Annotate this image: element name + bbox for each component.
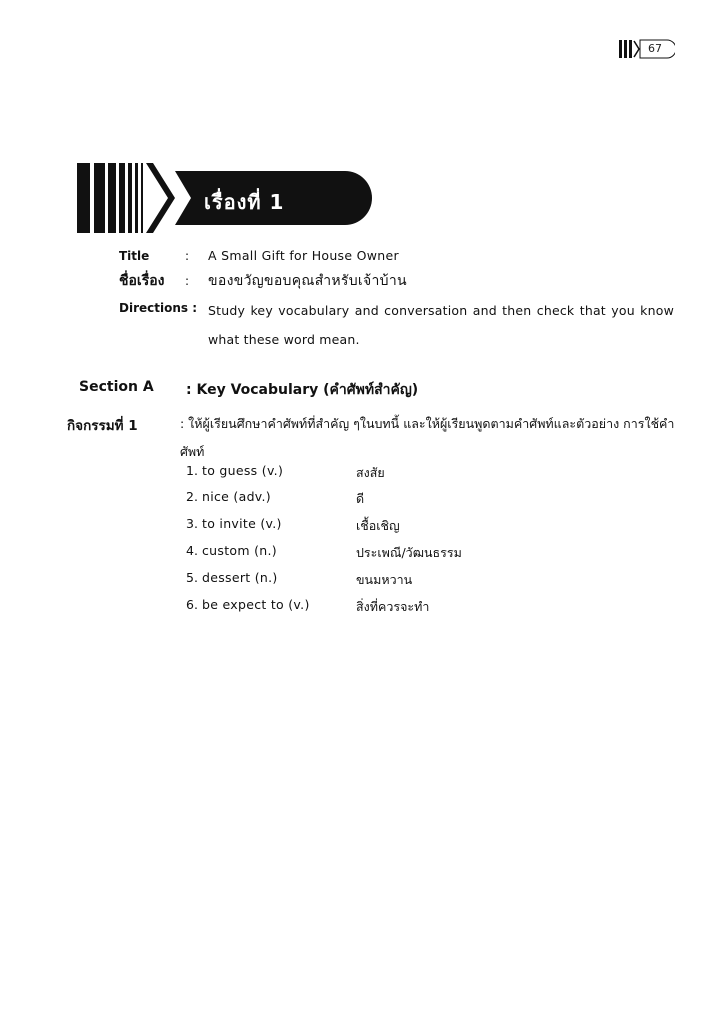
vocab-meaning: สิ่งที่ควรจะทำ <box>356 599 430 614</box>
directions-text: Study key vocabulary and conversation and then check that you know what these word mean. <box>208 303 674 347</box>
vocab-word: to guess (v.) <box>202 463 284 478</box>
activity-instruction: : ให้ผู้เรียนศึกษาคำศัพท์ที่สำคัญ ๆในบทนี้ และให้ผู้เรียนพูดตามคำศัพท์และตัวอย่าง การใช้คำศัพท์ <box>180 416 675 459</box>
vocab-word: be expect to (v.) <box>202 597 310 612</box>
vocab-word: custom (n.) <box>202 543 277 558</box>
thai-title-colon: : <box>185 274 190 288</box>
section-label: Section A <box>79 379 154 395</box>
vocab-item <box>186 543 486 569</box>
vocab-item <box>186 489 486 515</box>
vocab-item <box>186 463 486 489</box>
vocab-number: 6. <box>186 597 198 612</box>
vocab-meaning: เชื้อเชิญ <box>356 518 400 533</box>
vocab-word: nice (adv.) <box>202 489 271 504</box>
vocab-meaning: สงสัย <box>356 465 385 480</box>
vocab-number: 4. <box>186 543 198 558</box>
vocab-meaning: ประเพณี/วัฒนธรรม <box>356 545 462 560</box>
vocab-number: 5. <box>186 570 198 585</box>
thai-title-label: ชื่อเรื่อง <box>119 273 165 289</box>
activity-label: กิจกรรมที่ 1 <box>67 418 138 434</box>
title-value: A Small Gift for House Owner <box>208 248 399 263</box>
vocab-number: 1. <box>186 463 198 478</box>
chapter-title: เรื่องที่ 1 <box>204 190 285 214</box>
section-title: : Key Vocabulary (คำศัพท์สำคัญ) <box>186 382 419 398</box>
directions-label: Directions : <box>119 301 197 315</box>
vocab-meaning: ดี <box>356 491 365 506</box>
vocab-item <box>186 597 486 623</box>
vocab-number: 2. <box>186 489 198 504</box>
page-number: 67 <box>648 42 662 55</box>
vocab-meaning: ขนมหวาน <box>356 572 413 587</box>
vocab-item <box>186 516 486 542</box>
title-label: Title <box>119 249 150 263</box>
page-number-tab <box>619 39 675 59</box>
title-colon: : <box>185 249 190 263</box>
vocab-word: dessert (n.) <box>202 570 278 585</box>
vocab-number: 3. <box>186 516 198 531</box>
thai-title-value: ของขวัญขอบคุณสำหรับเจ้าบ้าน <box>208 273 407 289</box>
vocab-word: to invite (v.) <box>202 516 282 531</box>
vocab-item <box>186 570 486 596</box>
